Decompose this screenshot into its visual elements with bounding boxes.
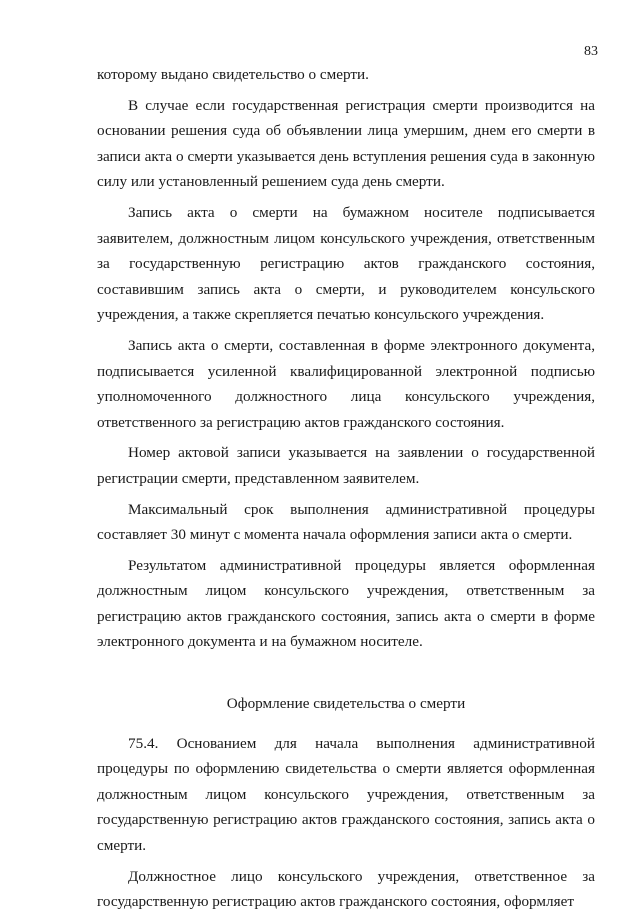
paragraph-75-4: 75.4. Основанием для начала выполнения административной процедуры по оформлению свидетельства о смерти является оформленная должностным лицом консульского учреждения, ответственным за государственную регистрацию актов гражданского состояния, запись акта о смерти. <box>97 734 595 855</box>
paragraph-result: Результатом административной процедуры является оформленная должностным лицом консульского учреждения, ответственным за регистрацию актов гражданского состояния, запись акта о смерти в форме электронного документа и на бумажном носителе. <box>97 556 595 651</box>
paragraph-continuation: которому выдано свидетельство о смерти. <box>97 66 369 83</box>
document-body <box>97 62 595 915</box>
section-heading: Оформление свидетельства о смерти <box>226 695 466 713</box>
paragraph-max-duration: Максимальный срок выполнения административной процедуры составляет 30 минут с момента начала оформления записи акта о смерти. <box>97 500 595 544</box>
paragraph-electronic-signature: Запись акта о смерти, составленная в форме электронного документа, подписывается усиленной квалифицированной электронной подписью уполномоченного должностного лица консульского учреждения, ответственного за регистрацию актов гражданского состояния. <box>97 336 595 431</box>
paragraph-court-decision: В случае если государственная регистрация смерти производится на основании решения суда об объявлении лица умершим, днем его смерти в записи акта о смерти указывается день вступления решения суда в законную силу или установленный решением суда день смерти. <box>97 96 595 191</box>
paragraph-official-issues: Должностное лицо консульского учреждения, ответственное за государственную регистрацию актов гражданского состояния, оформляет <box>97 867 595 911</box>
paragraph-paper-signature: Запись акта о смерти на бумажном носителе подписывается заявителем, должностным лицом консульского учреждения, ответственным за государственную регистрацию актов гражданского состояния, составившим запись акта о смерти, и руководителем консульского учреждения, а также скрепляется печатью консульского учреждения. <box>97 203 595 324</box>
page-number: 83 <box>584 44 598 59</box>
paragraph-record-number: Номер актовой записи указывается на заявлении о государственной регистрации смерти, представленном заявителем. <box>97 444 595 487</box>
